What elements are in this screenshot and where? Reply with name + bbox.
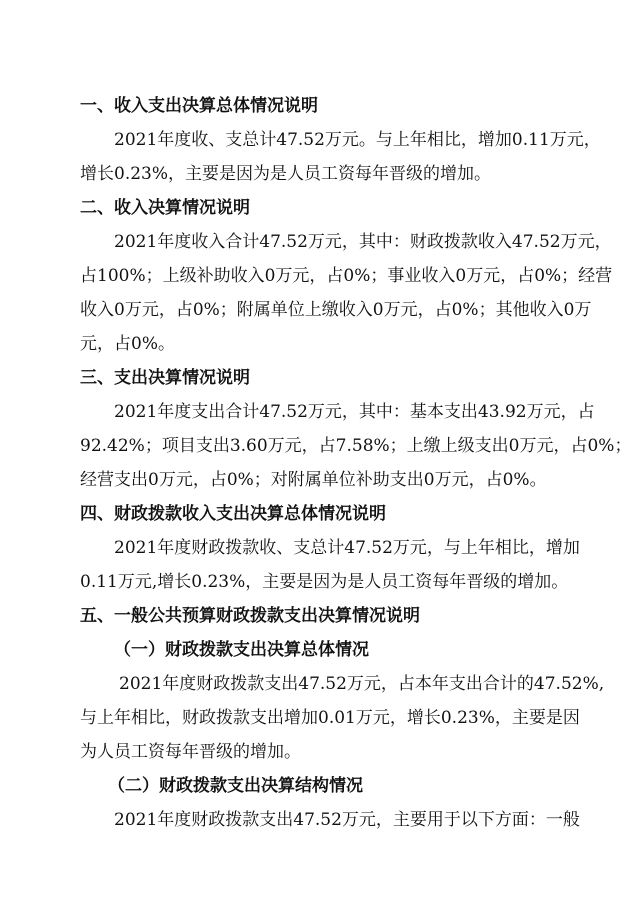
paragraph-line: 2021年度支出合计47.52万元，其中：基本支出43.92万元，占	[114, 402, 595, 422]
paragraph-line: 2021年度财政拨款收、支总计47.52万元，与上年相比，增加	[114, 538, 580, 558]
paragraph-line: 元，占0%。	[80, 334, 175, 354]
paragraph-line: 2021年度财政拨款支出47.52万元，占本年支出合计的47.52%,	[119, 674, 605, 694]
paragraph-line: 92.42%；项目支出3.60万元，占7.58%；上缴上级支出0万元，占0%；	[80, 436, 632, 456]
paragraph-line: 2021年度财政拨款支出47.52万元，主要用于以下方面：一般	[114, 810, 580, 830]
paragraph-line: 为人员工资每年晋级的增加。	[80, 742, 301, 762]
section-heading-4: 四、财政拨款收入支出决算总体情况说明	[80, 504, 386, 524]
section-heading-2: 二、收入决算情况说明	[80, 198, 250, 218]
paragraph-line: 2021年度收入合计47.52万元，其中：财政拨款收入47.52万元，	[114, 232, 612, 252]
subsection-heading-2: （二）财政拨款支出决算结构情况	[108, 776, 363, 796]
section-heading-5: 五、一般公共预算财政拨款支出决算情况说明	[80, 606, 420, 626]
paragraph-line: 2021年度收、支总计47.52万元。与上年相比，增加0.11万元，	[114, 130, 601, 150]
paragraph-line: 经营支出0万元，占0%；对附属单位补助支出0万元，占0%。	[80, 470, 547, 490]
paragraph-line: 0.11万元,增长0.23%，主要是因为是人员工资每年晋级的增加。	[80, 572, 569, 592]
paragraph-line: 收入0万元，占0%；附属单位上缴收入0万元，占0%；其他收入0万	[80, 300, 592, 320]
paragraph-line: 占100%；上级补助收入0万元，占0%；事业收入0万元，占0%；经营	[80, 266, 613, 286]
subsection-heading-1: （一）财政拨款支出决算总体情况	[114, 640, 369, 660]
paragraph-line: 与上年相比，财政拨款支出增加0.01万元，增长0.23%，主要是因	[80, 708, 580, 728]
section-heading-3: 三、支出决算情况说明	[80, 368, 250, 388]
section-heading-1: 一、收入支出决算总体情况说明	[80, 96, 318, 116]
paragraph-line: 增长0.23%，主要是因为是人员工资每年晋级的增加。	[80, 164, 492, 184]
